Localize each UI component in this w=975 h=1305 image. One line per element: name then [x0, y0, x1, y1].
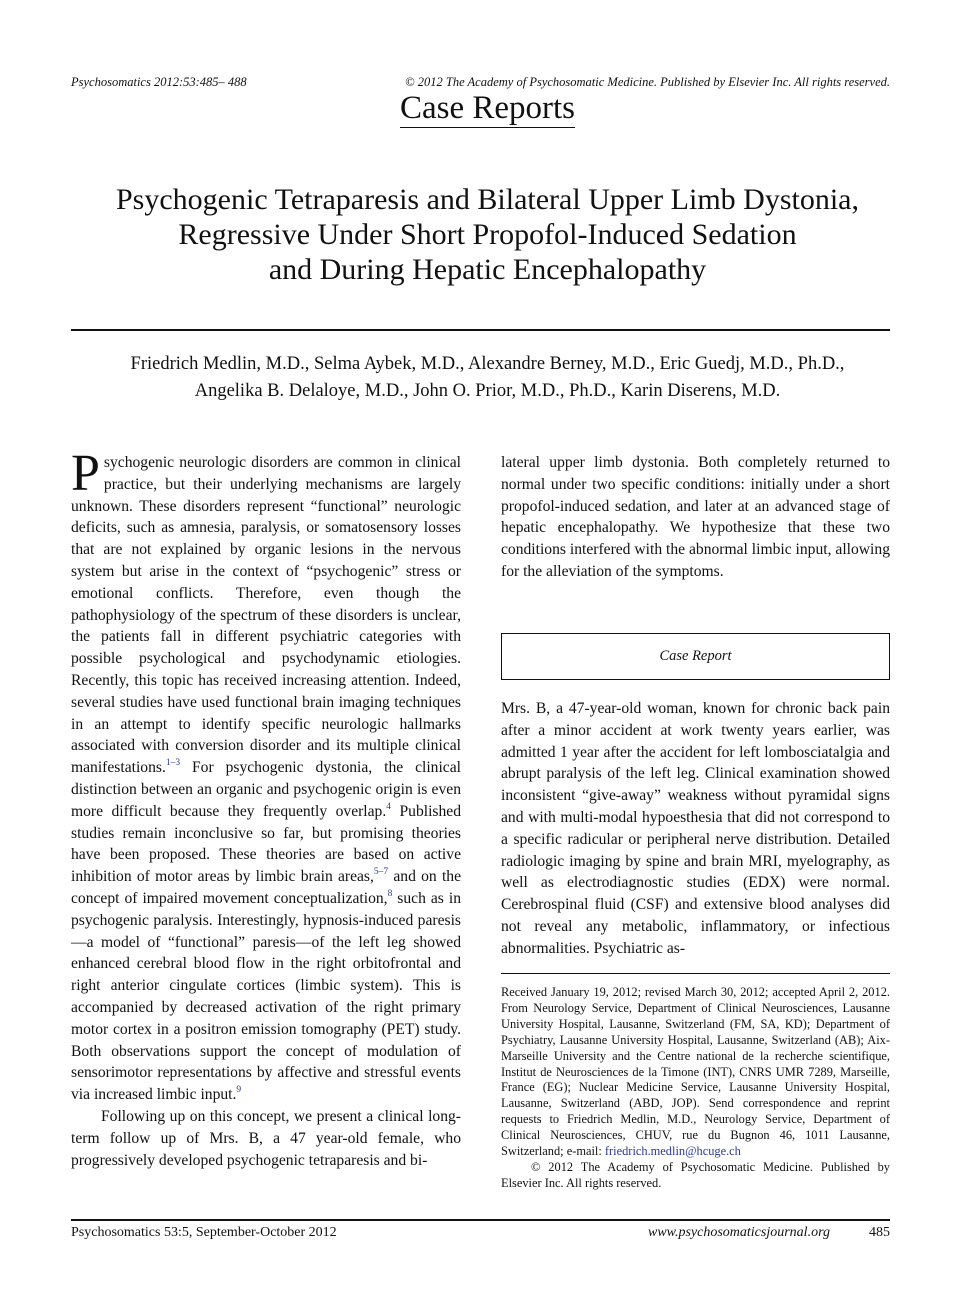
page-number: 485: [869, 1225, 890, 1240]
right-column-case: [501, 698, 890, 960]
right-column-intro: [501, 452, 890, 583]
email-link[interactable]: friedrich.medlin@hcuge.ch: [604, 1144, 741, 1159]
intro-text: such as in psychogenic paralysis. Interestingly, hypnosis-induced paresis—a model of “functional” paresis—of the left leg showed enhanced cerebral blood flow in the right orbitofrontal and right anterior cingulate cortices (limbic system). This is accompanied by decreased activation of the right primary motor cortex in a positron emission tomography (PET) study. Both observations support the concept of modulation of sensorimotor representations by affective and stressful events via increased limbic input.: [71, 889, 461, 1104]
case-paragraph: Mrs. B, a 47-year-old woman, known for chronic back pain after a minor accident at work twenty years earlier, was admitted 1 year after the accident for left lombosciatalgia and abrupt paralysis of the left leg. Clinical examination showed inconsistent “give-away” weakness without pyramidal signs and with multi-modal hypoesthesia that did not correspond to a specific radicular or peripheral nerve distribution. Detailed radiologic imaging by spine and brain MRI, myelography, as well as electrodiagnostic studies (EDX) were normal. Cerebrospinal fluid (CSF) and extensive blood analyses did not reveal any metabolic, inflammatory, or infectious abnormalities. Psychiatric as-: [501, 700, 890, 957]
title-line: Psychogenic Tetraparesis and Bilateral Upper Limb Dystonia,: [116, 183, 859, 216]
citation-link[interactable]: 8: [387, 888, 393, 899]
citation-link[interactable]: 1–3: [165, 758, 181, 769]
section-title-text: Case Reports: [399, 90, 576, 126]
title-line: Regressive Under Short Propofol-Induced Sedation: [178, 218, 797, 251]
follow-up-continuation: lateral upper limb dystonia. Both completely returned to normal under two specific conditions: initially under a short propofol-induced sedation, and later at an advanced stage of hepatic encephalopathy. We hypothesize that these two conditions interfered with the abnormal limbic input, allowing for the alleviation of the symptoms.: [501, 454, 890, 580]
article-title: [40, 182, 935, 287]
header-copyright: © 2012 The Academy of Psychosomatic Medicine. Published by Elsevier Inc. All rights reserved.: [405, 75, 890, 89]
intro-paragraph: [71, 445, 461, 1106]
section-title: [0, 90, 975, 127]
title-divider: [71, 329, 890, 331]
footnote-divider: [501, 973, 890, 974]
author-line: Friedrich Medlin, M.D., Selma Aybek, M.D., Alexandre Berney, M.D., Eric Guedj, M.D., Ph.D.,: [130, 354, 845, 374]
footnote-text: Received January 19, 2012; revised March 30, 2012; accepted April 2, 2012. From Neurology Service, Department of Clinical Neurosciences, Lausanne University Hospital, Lausanne, Switzerland (FM, SA, KD); Department of Psychiatry, Lausanne University Hospital, Lausanne, Switzerland (AB); Aix-Marseille University and the Centre national de la recherche scientifique, Institut de Neurosciences de la Timone (INT), CNRS UMR 7289, Marseille, France (EG); Nuclear Medicine Service, Lausanne University Hospital, Lausanne, Switzerland (ABD, JOP). Send correspondence and reprint requests to Friedrich Medlin, M.D., Neurology Service, Department of Clinical Neurosciences, CHUV, rue du Bugnon 46, 1011 Lausanne, Switzerland; e-mail:: [501, 985, 890, 1159]
author-line: Angelika B. Delaloye, M.D., John O. Prior, M.D., Ph.D., Karin Diserens, M.D.: [194, 381, 781, 401]
intro-text: For psychogenic dystonia, the clinical distinction between an organic and psychogenic origin is even more difficult because they frequently overlap.: [71, 759, 461, 820]
intro-text: Published studies remain inconclusive so far, but promising theories have been proposed. These theories are based on active inhibition of motor areas by limbic brain areas,: [71, 802, 461, 886]
citation-link[interactable]: 4: [386, 801, 392, 812]
title-line: and During Hepatic Encephalopathy: [268, 253, 707, 286]
footnote-copyright: © 2012 The Academy of Psychosomatic Medicine. Published by Elsevier Inc. All rights reserved.: [501, 1159, 890, 1190]
citation-link[interactable]: 9: [236, 1085, 242, 1096]
follow-up-paragraph: Following up on this concept, we present a clinical long-term follow up of Mrs. B, a 47 year-old female, who progressively developed psychogenic tetraparesis and bi-: [71, 1107, 461, 1169]
drop-cap: P: [71, 445, 100, 502]
citation-link[interactable]: 5–7: [373, 867, 389, 878]
footer-divider: [71, 1219, 890, 1221]
footnote-affiliations: [501, 985, 890, 1160]
author-list: [40, 351, 935, 405]
footer-citation: Psychosomatics 53:5, September-October 2012: [71, 1225, 337, 1240]
article-footnote: [501, 985, 890, 1192]
journal-reference: Psychosomatics 2012:53:485– 488: [71, 75, 247, 89]
case-report-heading: Case Report: [501, 633, 890, 680]
left-column: [71, 445, 461, 1171]
intro-text: and on the concept of impaired movement conceptualization,: [71, 868, 461, 907]
intro-text: sychogenic neurologic disorders are common in clinical practice, but their underlying mechanisms are largely unknown. These disorders represent “functional” neurologic deficits, such as amnesia, paralysis, or somatosensory losses that are not explained by organic lesions in the nervous system but arise in the context of “psychogenic” stress or emotional conflicts. Therefore, even though the pathophysiology of the spectrum of these disorders is unclear, the patients fall in different psychiatric categories with possible psychological and psychodynamic etiologies. Recently, this topic has received increasing attention. Indeed, several studies have used functional brain imaging techniques in an attempt to identify specific neurologic hallmarks associated with conversion disorder and its multiple clinical manifestations.: [71, 454, 461, 777]
journal-url-link[interactable]: www.psychosomaticsjournal.org: [647, 1225, 830, 1240]
